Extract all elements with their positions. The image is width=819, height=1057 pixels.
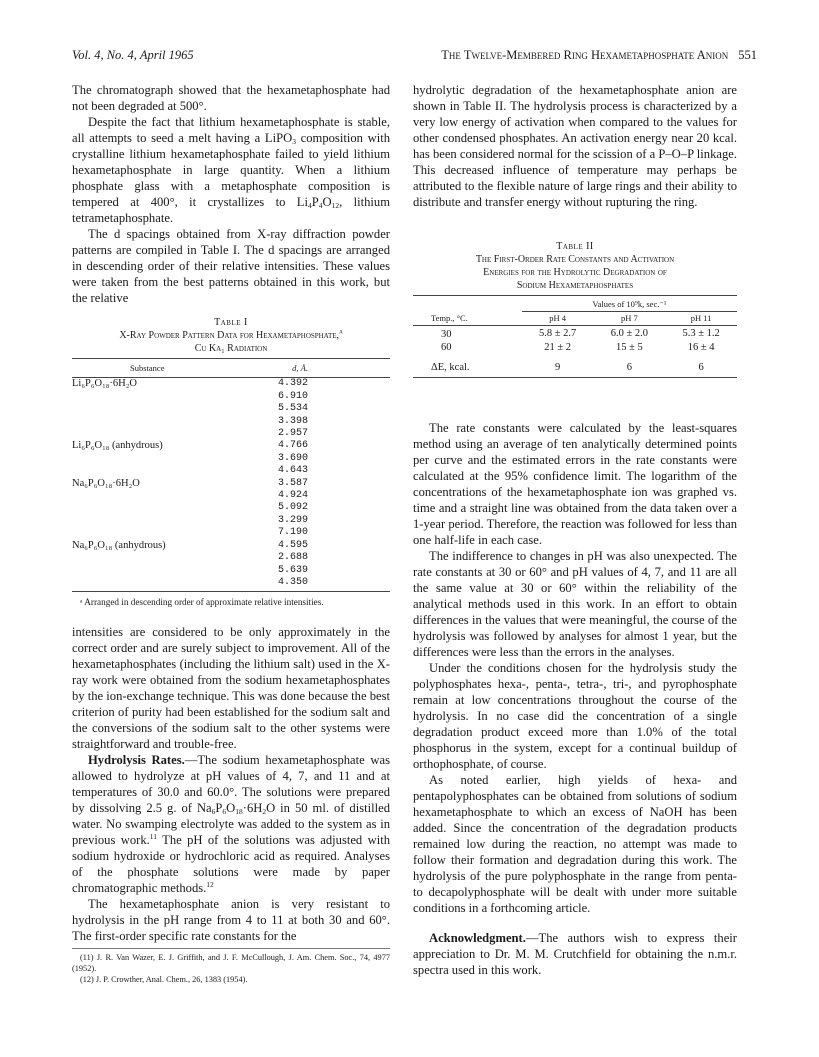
col-ph7: pH 7 bbox=[594, 312, 666, 326]
substance-cell bbox=[72, 515, 217, 527]
table-1-caption bbox=[72, 316, 390, 355]
running-title: The Twelve-Membered Ring Hexametaphosphate Anion bbox=[441, 48, 729, 62]
table-row bbox=[72, 502, 390, 514]
table-2-grid bbox=[413, 295, 737, 378]
table-row: 60 21 ± 2 15 ± 5 16 ± 4 bbox=[441, 342, 715, 353]
paragraph: The chromatograph showed that the hexametaphosphate had not been degraded at 500°. bbox=[72, 83, 390, 113]
d-spacing-cell: 3.398 bbox=[277, 415, 308, 427]
page-number: 551 bbox=[738, 48, 757, 62]
d-spacing-cell: 5.534 bbox=[277, 403, 308, 415]
d-spacing-cell: 4.350 bbox=[217, 577, 390, 592]
right-column bbox=[413, 82, 737, 978]
references bbox=[72, 948, 390, 985]
reference: (12) J. P. Crowther, Anal. Chem., 26, 1383 (1954). bbox=[80, 975, 248, 985]
substance-cell: Li₆P₆O₁₈·6H₂O bbox=[72, 378, 137, 390]
substance-cell bbox=[72, 527, 217, 539]
substance-cell bbox=[72, 577, 217, 592]
paragraph: Under the conditions chosen for the hydrolysis study the polyphosphates hexa-, penta-, tetra-, tri-, and pyrophosphate remain at low concentrations throughout the course of the hydrolysis. In no case did the concentration of a single degradation product exceed more than 1.0% of the total phosphorus in the system, except for a continual buildup of orthophosphate, of course. bbox=[413, 661, 737, 771]
table-row bbox=[72, 378, 390, 391]
values-spanner: Values of 10⁹k, sec.⁻¹ bbox=[522, 296, 737, 312]
substance-cell: Na₆P₆O₁₈ (anhydrous) bbox=[72, 539, 166, 551]
paragraph: hydrolytic degradation of the hexametaphosphate anion are shown in Table II. The hydrolysis process is characterized by a very low energy of activation when compared to the values for other condensed phosphates. An activation energy near 20 kcal. has been considered normal for the scission of a P–O–P linkage. This decreased influence of temperature may perhaps be attributed to the flexible nature of large rings and their ability to distribute and transfer energy without rupturing the ring. bbox=[413, 83, 737, 209]
table-2-title: The First-Order Rate Constants and Activation bbox=[475, 254, 675, 265]
running-header bbox=[72, 48, 757, 64]
table-row: ΔE, kcal. 9 6 6 bbox=[413, 354, 737, 378]
d-spacing-cell: 4.766 bbox=[277, 440, 308, 452]
d-spacing-cell: 7.190 bbox=[277, 527, 308, 539]
d-spacing-cell: 3.690 bbox=[277, 452, 308, 464]
table-1-body bbox=[72, 378, 390, 592]
table-1-footnote: ᵃ Arranged in descending order of approximate relative intensities. bbox=[80, 597, 324, 608]
d-spacing-cell: 3.299 bbox=[277, 514, 308, 526]
substance-cell bbox=[72, 490, 217, 502]
table-2-caption bbox=[413, 240, 737, 292]
acknowledgment: Acknowledgment.—The authors wish to express their appreciation to Dr. M. M. Crutchfield for obtaining the n.m.r. spectra used in this work. bbox=[413, 931, 737, 977]
table-2 bbox=[413, 240, 737, 378]
table-row bbox=[72, 453, 390, 465]
table-row bbox=[72, 565, 390, 577]
substance-cell bbox=[72, 391, 217, 403]
substance-cell bbox=[72, 465, 217, 477]
d-spacing-cell: 2.957 bbox=[277, 428, 308, 440]
col-temp: Temp., °C. bbox=[413, 312, 522, 326]
table-1 bbox=[72, 316, 390, 608]
reference: (11) J. R. Van Wazer, E. J. Griffith, and J. F. McCullough, J. Am. Chem. Soc., 74, 4977 (1952). bbox=[72, 953, 390, 974]
paragraph: The d spacings obtained from X-ray diffraction powder patterns are compiled in Table I. The d spacings are arranged in descending order of their relative intensities. These values were taken from the best patterns obtained in this work, but the relative bbox=[72, 227, 390, 305]
d-spacing-cell: 3.587 bbox=[277, 477, 308, 489]
col-substance: Substance bbox=[72, 359, 217, 378]
col-ph11: pH 11 bbox=[665, 312, 737, 326]
table-1-subtitle: Cu Kα₁ Radiation bbox=[194, 343, 268, 354]
substance-cell bbox=[72, 428, 217, 440]
paragraph: Hydrolysis Rates.—The sodium hexametaphosphate was allowed to hydrolyze at pH values of 4, 7, and 11 and at temperatures of 30.0 and 60.0°. The solutions were prepared by dissolving 2.5 g. of $Na_6P_6O_{18}\cdot 6H_2O$ in 50 ml. of distilled water. No swamping electrolyte was added to the system as in previous work.$^{11}$ The pH of the solutions was adjusted with sodium hydroxide or hydrochloric acid as required. Analyses of the phosphate solutions were made by paper chromatographic methods.$^{12}$ bbox=[72, 753, 390, 896]
table-row bbox=[72, 527, 390, 539]
substance-cell bbox=[72, 552, 217, 564]
paragraph: The hexametaphosphate anion is very resistant to hydrolysis in the pH range from 4 to 11 at both 30 and 60°. The first-order specific rate constants for the bbox=[72, 897, 390, 944]
table-row bbox=[72, 465, 390, 477]
table-1-grid bbox=[72, 358, 390, 592]
d-spacing-cell: 2.688 bbox=[277, 552, 308, 564]
paragraph: Despite the fact that lithium hexametaphosphate is stable, all attempts to seed a melt having a LiPO$_3$ composition with crystalline lithium hexametaphosphate failed to yield lithium hexametaphosphate in large quantity. When a lithium phosphate glass with a metaphosphate composition is tempered at 400°, it crystallizes to $Li_4P_4O_{12}$, lithium tetrametaphosphate. bbox=[72, 115, 390, 225]
d-spacing-cell: 4.643 bbox=[277, 465, 308, 477]
substance-cell bbox=[72, 565, 217, 577]
d-spacing-cell: 6.910 bbox=[277, 390, 308, 402]
table-row bbox=[72, 391, 390, 403]
substance-cell bbox=[72, 502, 217, 514]
d-spacing-cell: 4.392 bbox=[277, 378, 308, 390]
table-2-title: Energies for the Hydrolytic Degradation of bbox=[483, 267, 667, 278]
substance-cell bbox=[72, 403, 217, 415]
substance-cell bbox=[72, 453, 217, 465]
col-d: d, Å. bbox=[217, 359, 390, 378]
col-ph4: pH 4 bbox=[522, 312, 594, 326]
paragraph: As noted earlier, high yields of hexa- and pentapolyphosphates can be obtained from solutions of sodium hexametaphosphate to which an excess of NaOH has been added. Since the concentration of the degradation products remained low during the reaction, no attempt was made to follow their formation and degradation during this work. The hydrolysis of the pure polyphosphate in the range from penta- to decapolyphosphate will be dealt with under more suitable conditions in a forthcoming article. bbox=[413, 773, 737, 915]
table-row bbox=[72, 403, 390, 415]
d-spacing-cell: 5.639 bbox=[277, 564, 308, 576]
paragraph: intensities are considered to be only approximately in the correct order and are surely subject to improvement. All of the hexametaphosphates (including the lithium salt) used in the X-ray work were obtained from the sodium hexametaphosphates by the ion-exchange technique. This was done because the best criterion of purity had been established for the sodium salt and the conversions of the sodium salt to the other systems were straightforward and trouble-free. bbox=[72, 625, 391, 752]
d-spacing-cell: 4.924 bbox=[277, 490, 308, 502]
table-row bbox=[72, 428, 390, 440]
table-row bbox=[72, 490, 390, 502]
table-2-label: Table II bbox=[556, 241, 594, 252]
paragraph: The rate constants were calculated by the least-squares method using an average of ten analytically determined points per curve and the estimated errors in the rate constants were calculated at the 95% confidence limit. The logarithm of the concentrations of the hexametaphosphate ion was graphed vs. time and a straight line was obtained from the data taken over a 1-year period. Therefore, the reaction was followed for less than one half-life in each case. bbox=[413, 421, 737, 547]
table-row: 30 5.8 ± 2.7 6.0 ± 2.0 5.3 ± 1.2 bbox=[441, 328, 720, 340]
table-row bbox=[72, 416, 390, 428]
table-row bbox=[72, 552, 390, 564]
paragraph: The indifference to changes in pH was also unexpected. The rate constants at 30 or 60° and pH values of 4, 7, and 11 are all the same value at 30 or 60° within the reliability of the analytical methods used in this work. In an effort to obtain differences in the values that were meaningful, the course of the hydrolysis was followed by analyses for almost 1 year, but the differences were less than the errors in the analyses. bbox=[413, 549, 737, 659]
table-row bbox=[72, 478, 390, 490]
d-spacing-cell: 5.092 bbox=[277, 502, 308, 514]
substance-cell bbox=[72, 416, 217, 428]
left-column bbox=[72, 82, 390, 985]
table-1-title: X-Ray Powder Pattern Data for Hexametaphosphate,$^a$ bbox=[119, 326, 343, 341]
table-2-title: Sodium Hexametaphosphates bbox=[516, 280, 634, 291]
substance-cell: Li₆P₆O₁₈ (anhydrous) bbox=[72, 440, 163, 452]
substance-cell: Na₆P₆O₁₈·6H₂O bbox=[72, 477, 140, 489]
running-title-block bbox=[441, 48, 757, 63]
journal-citation: Vol. 4, No. 4, April 1965 bbox=[72, 48, 194, 62]
table-row bbox=[72, 440, 390, 452]
table-row bbox=[72, 577, 390, 592]
table-1-label: Table I bbox=[214, 317, 248, 328]
d-spacing-cell: 4.595 bbox=[277, 539, 308, 551]
table-row bbox=[72, 540, 390, 552]
table-row bbox=[72, 515, 390, 527]
